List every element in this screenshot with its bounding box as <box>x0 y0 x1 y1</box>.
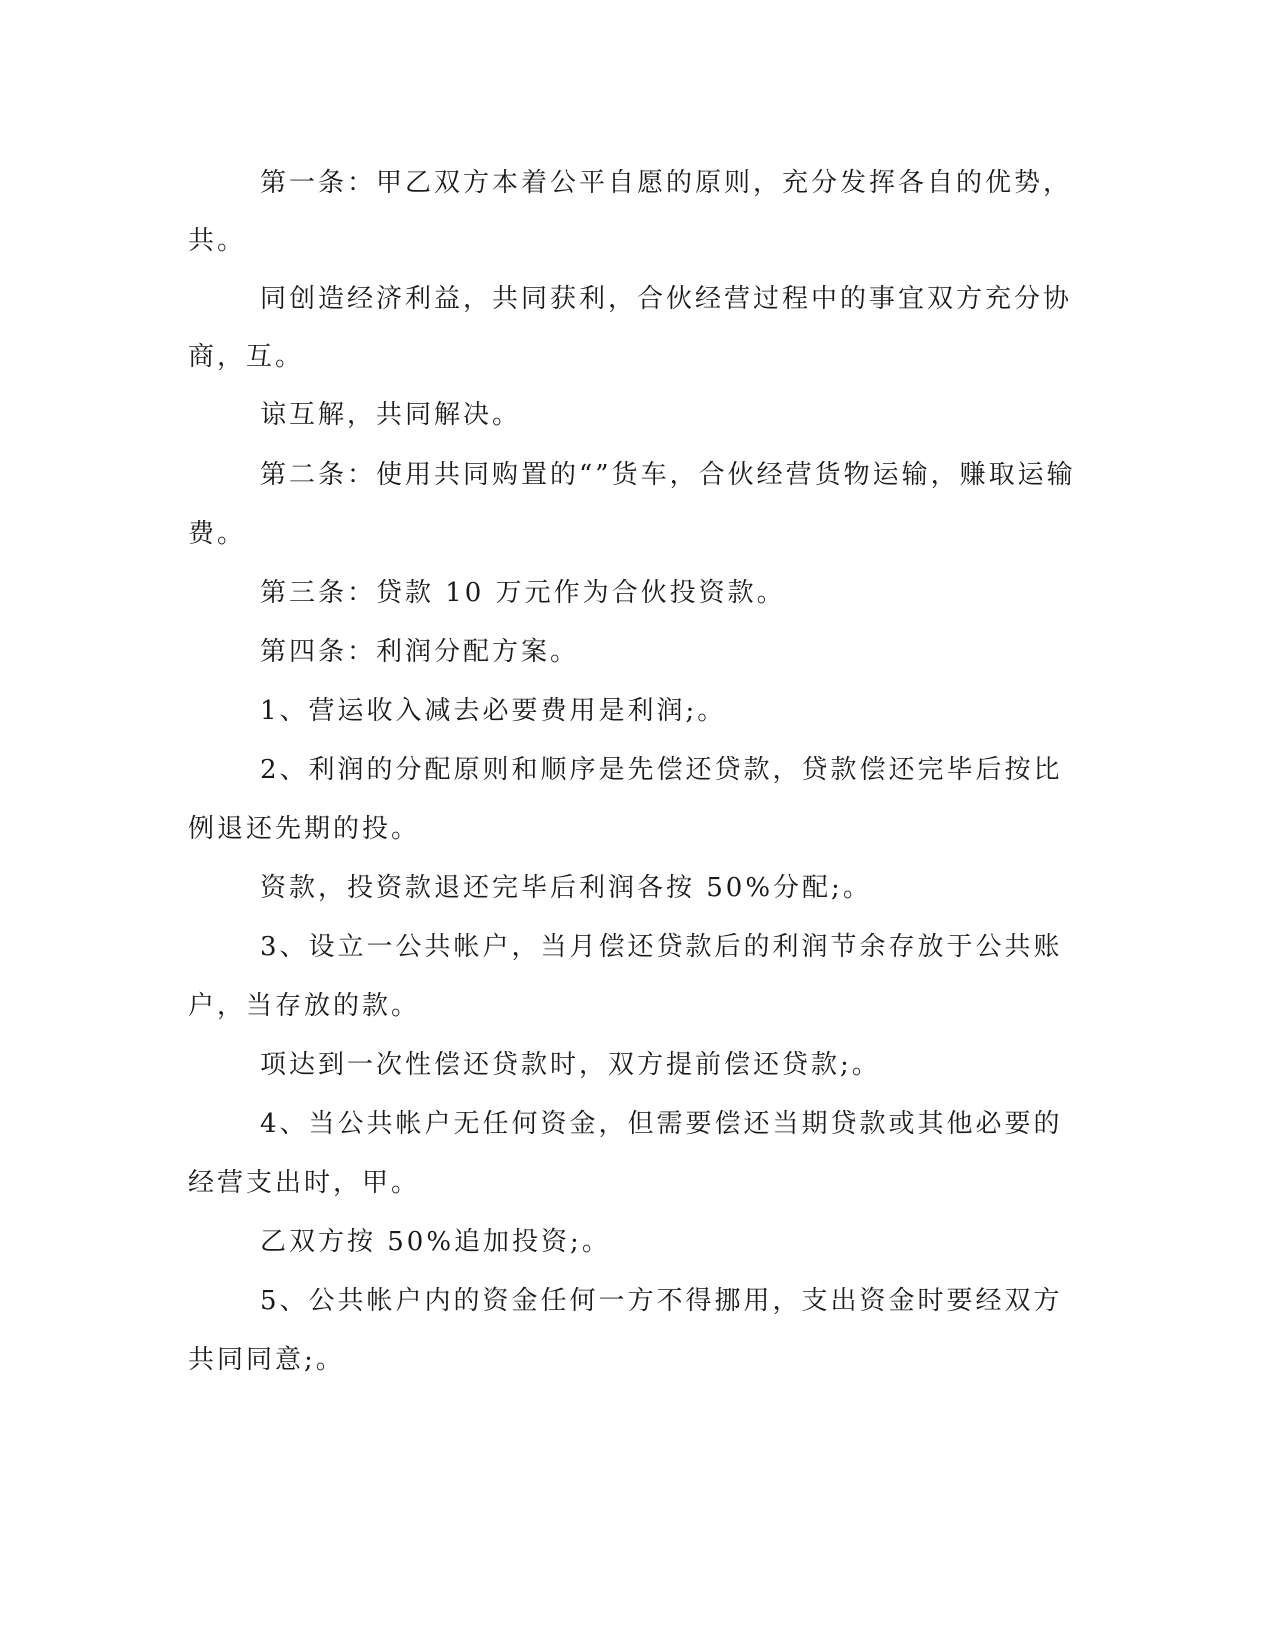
clause-4-item-2-line-2: 例退还先期的投。 <box>188 814 421 844</box>
clause-1-line-3: 同创造经济利益，共同获利，合伙经营过程中的事宜双方充分协 <box>260 284 1073 314</box>
clause-2-line-2: 费。 <box>188 519 247 549</box>
clause-1-line-1: 第一条：甲乙双方本着公平自愿的原则，充分发挥各自的优势， <box>260 168 1073 198</box>
clause-4-item-5-line-2: 共同同意;。 <box>188 1345 345 1375</box>
clause-1-line-5: 谅互解，共同解决。 <box>260 400 522 430</box>
clause-4-item-2-line-3: 资款，投资款退还完毕后利润各按 50%分配;。 <box>260 873 872 903</box>
clause-2-line-1: 第二条：使用共同购置的“”货车，合伙经营货物运输，赚取运输 <box>260 460 1076 490</box>
clause-4-item-5-line-1: 5、公共帐户内的资金任何一方不得挪用，支出资金时要经双方 <box>260 1286 1063 1316</box>
clause-4-item-4-line-3: 乙双方按 50%追加投资;。 <box>260 1227 611 1257</box>
clause-1-line-4: 商，互。 <box>188 342 305 372</box>
clause-4-item-4-line-1: 4、当公共帐户无任何资金，但需要偿还当期贷款或其他必要的 <box>260 1109 1063 1139</box>
clause-1-line-2: 共。 <box>188 226 247 256</box>
clause-4-item-4-line-2: 经营支出时，甲。 <box>188 1168 421 1198</box>
clause-4-item-1: 1、营运收入减去必要费用是利润;。 <box>260 696 727 726</box>
clause-3-line: 第三条：贷款 10 万元作为合伙投资款。 <box>260 578 786 608</box>
clause-4-item-3-line-3: 项达到一次性偿还贷款时，双方提前偿还贷款;。 <box>260 1050 881 1080</box>
clause-4-item-2-line-1: 2、利润的分配原则和顺序是先偿还贷款，贷款偿还完毕后按比 <box>260 755 1063 785</box>
clause-4-heading: 第四条：利润分配方案。 <box>260 637 580 667</box>
clause-4-item-3-line-2: 户，当存放的款。 <box>188 991 421 1021</box>
clause-4-item-3-line-1: 3、设立一公共帐户，当月偿还贷款后的利润节余存放于公共账 <box>260 932 1063 962</box>
